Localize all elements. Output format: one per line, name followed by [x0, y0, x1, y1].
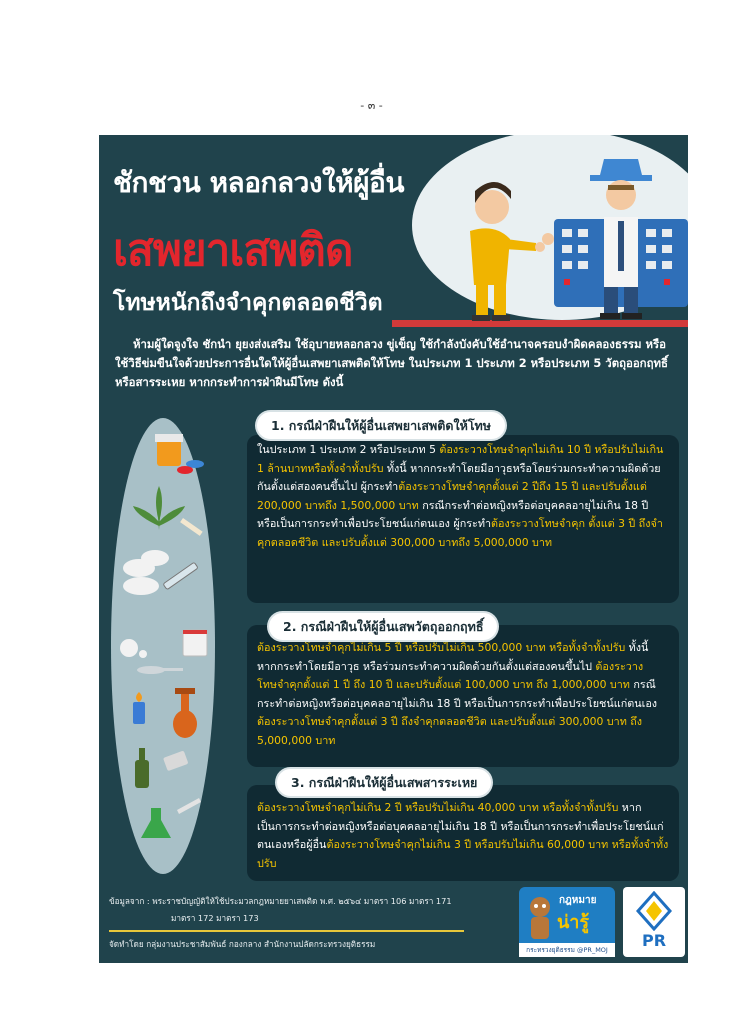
hookah-icon — [173, 688, 197, 738]
section-3-text: ต้องระวางโทษจำคุกไม่เกิน 2 ปี หรือปรับไม่เกิน 40,000 บาท หรือทั้งจำทั้งปรับ หากเป็นการกระทำต่อหญิงหรือต่อบุคคลอายุไม่เกิน 18 ปี หรือเป็นการกระทำเพื่อประโยชน์แก่ตนเองหรือผู้อื่นต้องระวางโทษจำคุกไม่เกิน 3 ปี หรือปรับไม่เกิน 60,000 บาท หรือทั้งจำทั้งปรับ — [257, 801, 669, 870]
intro-paragraph: ห้ามผู้ใดจูงใจ ชักนำ ยุยงส่งเสริม ใช้อุบายหลอกลวง ขู่เข็ญ ใช้กำลังบังคับใช้อำนาจครอบงำผิดคลองธรรม หรือใช้วิธีข่มขืนใจด้วยประการอื่นใดให้ผู้อื่นเสพยาเสพติดให้โทษ ในประเภท 1 ประเภท 2 หรือประเภท 5 วัตถุออกฤทธิ์ หรือสารระเหย หากกระทำการฝ่าฝืนมีโทษ ดังนี้ — [115, 337, 668, 389]
section-2-box — [247, 625, 679, 767]
section-3-heading: 3. กรณีฝ่าฝืนให้ผู้อื่นเสพสารระเหย — [277, 769, 491, 796]
cannabis-leaf-icon — [133, 486, 185, 530]
hero-illustration — [382, 135, 688, 327]
section-3-box — [247, 785, 679, 881]
pill-bottle-icon — [155, 434, 204, 474]
tablets-icon — [123, 550, 169, 595]
section-2-text: ต้องระวางโทษจำคุกไม่เกิน 5 ปี หรือปรับไม่เกิน 500,000 บาท หรือทั้งจำทั้งปรับ ทั้งนี้ หากกระทำโดยมีอาวุธ หรือร่วมกระทำความผิดด้วยกันตั้งแต่สองคนขึ้นไป ต้องระวางโทษจำคุกตั้งแต่ 1 ปี ถึง 10 ปี และปรับตั้งแต่ 100,000 บาท ถึง 1,000,000 บาท กรณีกระทำต่อหญิงหรือต่อบุคคลอายุไม่เกิน 18 ปี หรือเป็นการกระทำเพื่อประโยชน์แก่ตนเอง ต้องระวางโทษจำคุกตั้งแต่ 3 ปี ถึงจำคุกตลอดชีวิต และปรับตั้งแต่ 300,000 บาท ถึง 5,000,000 บาท — [257, 641, 658, 747]
section-1-box — [247, 435, 679, 603]
beaker-icon — [141, 798, 201, 838]
bottle-icon — [135, 748, 149, 788]
lighter-icon — [133, 692, 145, 724]
source-citation: ข้อมูลจาก : พระราชบัญญัติให้ใช้ประมวลกฎหมายยาเสพติด พ.ศ. ๒๕๖๔ มาตรา 106 มาตรา 171 มาตรา 172 มาตรา 173 — [109, 896, 452, 923]
powder-bag-icon — [183, 630, 207, 656]
drug-icons — [111, 418, 215, 874]
syringe-icon — [163, 562, 198, 590]
infographic-poster — [99, 135, 688, 963]
spoon-icon — [137, 666, 183, 674]
law-to-know-logo: กฎหมาย น่ารู้ กระทรวงยุติธรรม @PR_MOJ — [519, 887, 615, 957]
page-number: - ๓ - — [360, 99, 383, 112]
made-by-credit: จัดทำโดย กลุ่มงานประชาสัมพันธ์ กองกลาง สำนักงานปลัดกระทรวงยุติธรรม — [109, 939, 376, 949]
section-1-heading: 1. กรณีฝ่าฝืนให้ผู้อื่นเสพยาเสพติดให้โทษ — [257, 412, 505, 439]
cigarette-icon — [180, 518, 203, 536]
title-line-2: เสพยาเสพติด — [113, 225, 353, 276]
title-line-1: ชักชวน หลอกลวงให้ผู้อื่น — [113, 166, 405, 199]
pr-emblem-icon — [636, 891, 672, 931]
title-line-3: โทษหนักถึงจำคุกตลอดชีวิต — [113, 290, 383, 316]
footer-divider — [109, 930, 464, 932]
white-pills-icon — [120, 639, 147, 658]
section-2-heading: 2. กรณีฝ่าฝืนให้ผู้อื่นเสพวัตถุออกฤทธิ์ — [269, 613, 497, 640]
section-1-text: ในประเภท 1 ประเภท 2 หรือประเภท 5 ต้องระวางโทษจำคุกไม่เกิน 10 ปี หรือปรับไม่เกิน 1 ล้านบาทหรือทั้งจำทั้งปรับ ทั้งนี้ หากกระทำโดยมีอาวุธหรือโดยร่วมกระทำความผิดด้วยกันตั้งแต่สองคนขึ้นไป ผู้กระทำต้องระวางโทษจำคุกตั้งแต่ 2 ปีถึง 15 ปี และปรับตั้งแต่ 200,000 บาทถึง 1,500,000 บาท กรณีกระทำต่อหญิงหรือต่อบุคคลอายุไม่เกิน 18 ปี หรือเป็นการกระทำเพื่อประโยชน์แก่ตนเอง ผู้กระทำต้องระวางโทษจำคุก ตั้งแต่ 3 ปี ถึงจำคุกตลอดชีวิต และปรับตั้งแต่ 300,000 บาทถึง 5,000,000 บาท — [257, 443, 664, 549]
pr-logo: PR — [623, 887, 685, 957]
card-icon — [163, 750, 188, 771]
mascot-icon — [525, 895, 555, 941]
